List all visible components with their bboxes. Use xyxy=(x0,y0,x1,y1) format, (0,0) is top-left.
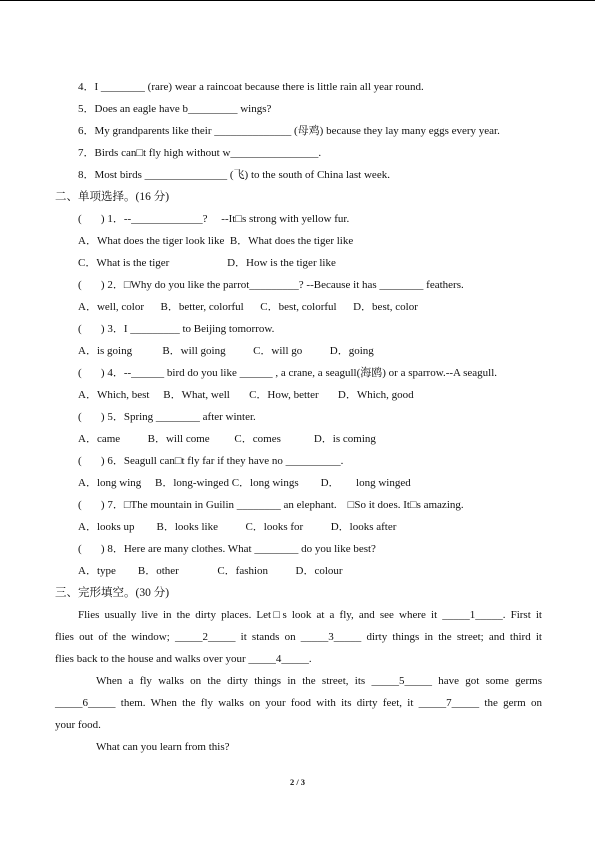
option-line: A．is going B．will going C．will go D．going xyxy=(78,345,374,357)
cloze-question-line: What can you learn from this? xyxy=(96,741,230,753)
question-line: ( ) 5．Spring ________ after winter. xyxy=(78,411,256,423)
section-heading-multiple-choice: 二、单项选择。(16 分) xyxy=(55,191,170,203)
option-line: A．What does the tiger look like B．What does the tiger like xyxy=(78,235,354,247)
option-line: A．looks up B．looks like C．looks for D．looks after xyxy=(78,521,397,533)
page-number: 2 / 3 xyxy=(289,777,306,787)
fill-in-item-4: 4．I ________ (rare) wear a raincoat because there is little rain all year round. xyxy=(78,81,424,93)
cloze-paragraph-line: _____6_____ them. When the fly walks on your food with its dirty feet, it _____7_____ the germ on xyxy=(55,697,542,709)
section-heading-cloze: 三、完形填空。(30 分) xyxy=(55,587,170,599)
question-line: ( ) 8．Here are many clothes. What ________ do you like best? xyxy=(78,543,376,555)
option-line: A．well, color B．better, colorful C．best, colorful D．best, color xyxy=(78,301,418,313)
question-line: ( ) 2．□Why do you like the parrot_________? --Because it has ________ feathers. xyxy=(78,279,464,291)
fill-in-item-8: 8．Most birds _______________ (飞) to the south of China last week. xyxy=(78,169,390,181)
cloze-paragraph-line: Flies usually live in the dirty places. Let□s look at a fly, and see where it _____1_____. First it xyxy=(78,609,542,621)
option-line: A．long wing B．long-winged C．long wings D． long winged xyxy=(78,477,411,489)
option-line: C．What is the tiger D．How is the tiger like xyxy=(78,257,336,269)
question-line: ( ) 1．--_____________? --It□s strong with yellow fur. xyxy=(78,213,350,225)
cloze-paragraph-line: your food. xyxy=(55,719,101,731)
cloze-paragraph-line: When a fly walks on the dirty things in the street, its _____5_____ have got some germs xyxy=(96,675,542,687)
fill-in-item-6: 6．My grandparents like their ______________ (母鸡) because they lay many eggs every year. xyxy=(78,125,500,137)
option-line: A．came B．will come C．comes D．is coming xyxy=(78,433,376,445)
question-line: ( ) 7．□The mountain in Guilin ________ an elephant. □So it does. It□s amazing. xyxy=(78,499,464,511)
question-line: ( ) 4．--______ bird do you like ______ , a crane, a seagull(海鸥) or a sparrow.--A seagull. xyxy=(78,367,498,379)
fill-in-item-5: 5．Does an eagle have b_________ wings? xyxy=(78,103,272,115)
page-top-border xyxy=(0,0,595,1)
question-line: ( ) 3．I _________ to Beijing tomorrow. xyxy=(78,323,275,335)
cloze-paragraph-line: flies out of the window; _____2_____ it stands on _____3_____ dirty things in the street; and third it xyxy=(55,631,542,643)
cloze-paragraph-line: flies back to the house and walks over your _____4_____. xyxy=(55,653,312,665)
option-line: A．Which, best B．What, well C．How, better D．Which, good xyxy=(78,389,414,401)
fill-in-item-7: 7．Birds can□t fly high without w________________. xyxy=(78,147,322,159)
question-line: ( ) 6．Seagull can□t fly far if they have no __________. xyxy=(78,455,344,467)
option-line: A．type B．other C．fashion D．colour xyxy=(78,565,343,577)
